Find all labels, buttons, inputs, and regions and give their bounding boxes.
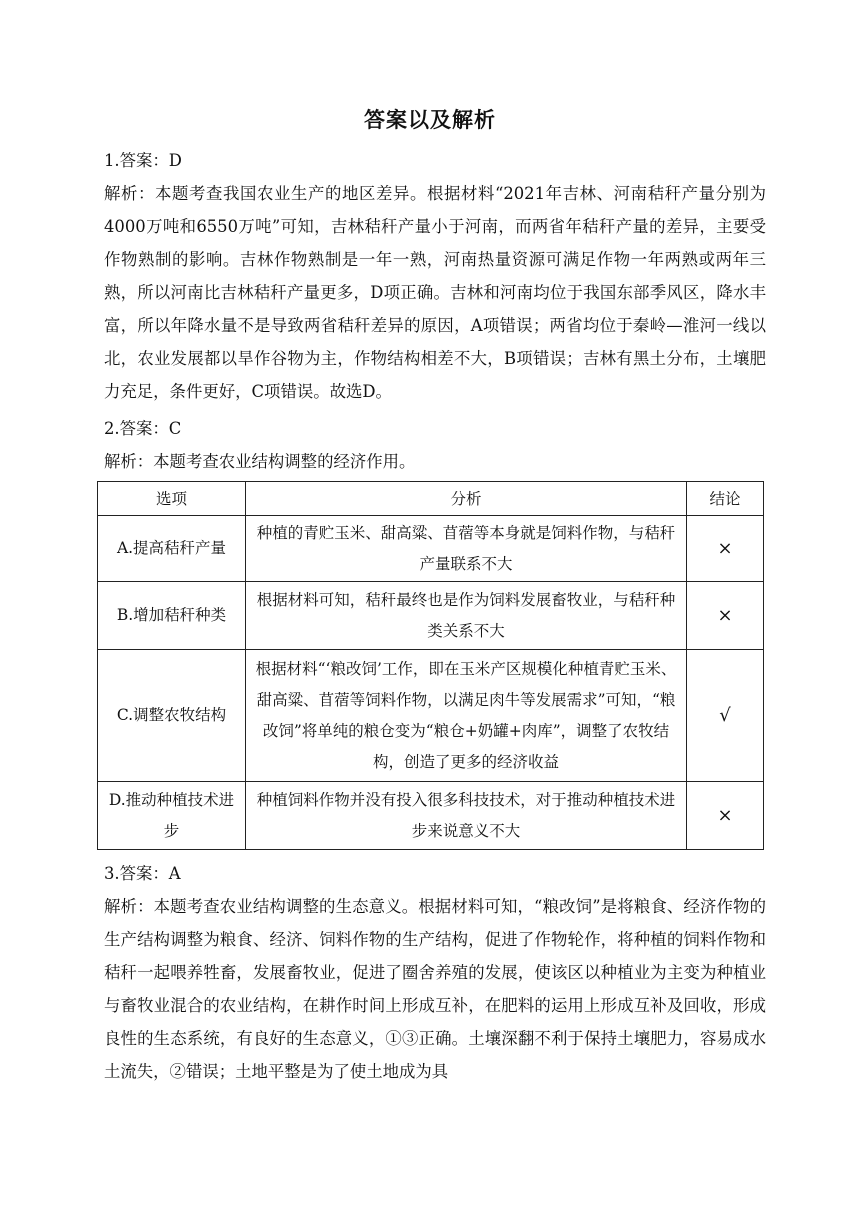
header-option: 选项: [98, 482, 246, 516]
option-cell: D.推动种植技术进步: [98, 782, 246, 850]
header-analysis: 分析: [246, 482, 687, 516]
analysis-cell: 种植的青贮玉米、甜高粱、苜蓿等本身就是饲料作物，与秸秆产量联系不大: [246, 516, 687, 582]
page-title: 答案以及解析: [364, 107, 496, 132]
q3-analysis: 解析：本题考查农业结构调整的生态意义。根据材料可知，“粮改饲”是将粮食、经济作物的生产结构调整为粮食、经济、饲料作物的生产结构，促进了作物轮作，将种植的饲料作物和秸秆一起喂养牲畜，发展畜牧业，促进了圈舍养殖的发展，使该区以种植业为主变为种植业与畜牧业混合的农业结构，在耕作时间上形成互补，在肥料的运用上形成互补及回收，形成良性的生态系统，有良好的生态意义，①③正确。土壤深翻不利于保持土壤肥力，容易成水土流失，②错误；土地平整是为了使土地成为具: [104, 897, 766, 1081]
q1-answer: 1.答案：D: [104, 151, 182, 170]
conclusion-cell: √: [687, 650, 764, 782]
conclusion-cell: ×: [687, 516, 764, 582]
header-conclusion: 结论: [687, 482, 764, 516]
table-row: [98, 650, 764, 782]
conclusion-cell: ×: [687, 582, 764, 650]
q1-analysis: 解析：本题考查我国农业生产的地区差异。根据材料“2021年吉林、河南秸秆产量分别为4000万吨和6550万吨”可知，吉林秸秆产量小于河南，而两省年秸秆产量的差异，主要受作物熟制的影响。吉林作物熟制是一年一熟，河南热量资源可满足作物一年两熟或两年三熟，所以河南比吉林秸秆产量更多，D项正确。吉林和河南均位于我国东部季风区，降水丰富，所以年降水量不是导致两省秸秆差异的原因，A项错误；两省均位于秦岭—淮河一线以北，农业发展都以旱作谷物为主，作物结构相差不大，B项错误；吉林有黑土分布，土壤肥力充足，条件更好，C项错误。故选D。: [104, 184, 766, 401]
q3-answer: 3.答案：A: [104, 864, 181, 883]
table-header-row: [98, 482, 764, 516]
analysis-table: [97, 481, 764, 850]
option-cell: A.提高秸秆产量: [98, 516, 246, 582]
option-cell: C.调整农牧结构: [98, 650, 246, 782]
question-1-section: [104, 144, 766, 408]
table-row: [98, 516, 764, 582]
q2-analysis: 解析：本题考查农业结构调整的经济作用。: [104, 452, 416, 471]
analysis-cell: 根据材料可知，秸秆最终也是作为饲料发展畜牧业，与秸秆种类关系不大: [246, 582, 687, 650]
analysis-cell: 种植饲料作物并没有投入很多科技技术，对于推动种植技术进步来说意义不大: [246, 782, 687, 850]
table-row: [98, 782, 764, 850]
question-2-section: [104, 412, 766, 478]
analysis-cell: 根据材料“‘粮改饲’工作，即在玉米产区规模化种植青贮玉米、甜高粱、苜蓿等饲料作物，以满足肉牛等发展需求”可知，“粮改饲”将单纯的粮仓变为“粮仓+奶罐+肉库”，调整了农牧结构，创造了更多的经济收益: [246, 650, 687, 782]
conclusion-cell: ×: [687, 782, 764, 850]
table-row: [98, 582, 764, 650]
question-3-section: [104, 857, 766, 1088]
option-cell: B.增加秸秆种类: [98, 582, 246, 650]
q2-answer: 2.答案：C: [104, 419, 182, 438]
